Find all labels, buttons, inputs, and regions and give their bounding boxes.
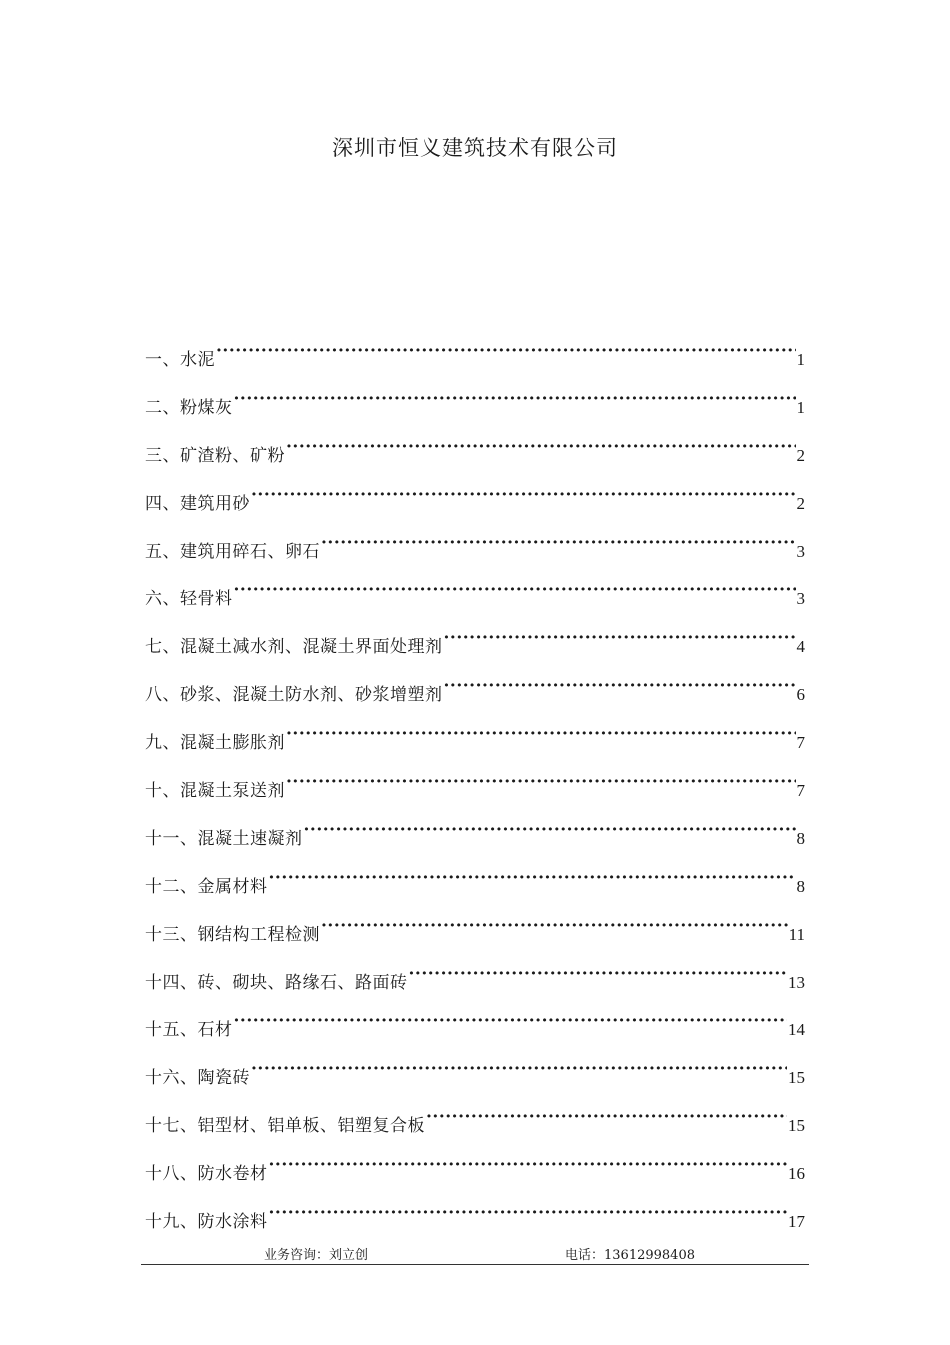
toc-entry[interactable] [145, 1151, 805, 1199]
toc-entry[interactable] [145, 1103, 805, 1151]
footer-contact: 业务咨询：刘立创 [264, 1248, 369, 1263]
toc-entry-label: 十、混凝土泵送剂 [145, 781, 285, 802]
toc-entry-label: 七、混凝土减水剂、混凝土界面处理剂 [145, 637, 443, 658]
toc-dot-leader [426, 1103, 787, 1131]
toc-dot-leader [251, 481, 796, 509]
toc-entry[interactable] [145, 816, 805, 864]
toc-entry-page: 2 [796, 445, 805, 465]
toc-entry-label: 十七、铝型材、铝单板、铝塑复合板 [145, 1116, 425, 1137]
toc-entry-page: 15 [788, 1068, 805, 1088]
toc-entry-label: 三、矿渣粉、矿粉 [145, 445, 285, 466]
toc-dot-leader [286, 768, 796, 796]
toc-entry[interactable] [145, 337, 805, 385]
toc-entry[interactable] [145, 576, 805, 624]
toc-entry-label: 一、水泥 [145, 350, 215, 370]
toc-dot-leader [304, 816, 796, 844]
toc-entry-page: 2 [796, 493, 805, 513]
toc-entry-page: 15 [788, 1116, 805, 1136]
toc-dot-leader [286, 433, 796, 461]
toc-entry[interactable] [145, 385, 805, 433]
toc-entry[interactable] [145, 720, 805, 768]
toc-entry[interactable] [145, 768, 805, 816]
toc-entry-page: 11 [788, 924, 805, 944]
toc-entry-page: 16 [788, 1164, 805, 1184]
toc-entry-page: 4 [796, 637, 805, 657]
toc-entry-label: 十四、砖、砌块、路缘石、路面砖 [145, 972, 408, 993]
page-footer [141, 1242, 809, 1265]
toc-entry-page: 6 [796, 685, 805, 705]
toc-dot-leader [234, 1007, 788, 1035]
toc-entry-page: 8 [796, 828, 805, 848]
toc-entry[interactable] [145, 672, 805, 720]
toc-entry-label: 十二、金属材料 [145, 876, 268, 897]
toc-entry-page: 7 [796, 733, 805, 753]
page-title: 深圳市恒义建筑技术有限公司 [332, 136, 618, 160]
toc-dot-leader [444, 672, 796, 700]
toc-dot-leader [444, 624, 796, 652]
toc-dot-leader [286, 720, 796, 748]
toc-dot-leader [269, 1199, 788, 1227]
toc-entry[interactable] [145, 960, 805, 1008]
toc-entry[interactable] [145, 1055, 805, 1103]
toc-entry-label: 四、建筑用砂 [145, 493, 250, 514]
toc-dot-leader [409, 960, 788, 988]
toc-entry-label: 十五、石材 [145, 1020, 233, 1041]
toc-entry-page: 14 [788, 1020, 805, 1040]
toc-entry[interactable] [145, 529, 805, 577]
footer-phone: 电话：13612998408 [565, 1248, 695, 1263]
toc-entry[interactable] [145, 864, 805, 912]
toc-entry-label: 九、混凝土膨胀剂 [145, 733, 285, 754]
toc-entry-page: 3 [796, 589, 805, 609]
toc-entry-label: 十六、陶瓷砖 [145, 1068, 250, 1089]
toc-dot-leader [251, 1055, 787, 1083]
toc-entry-page: 3 [796, 541, 805, 561]
toc-entry-label: 十八、防水卷材 [145, 1164, 268, 1185]
toc-dot-leader [269, 1151, 788, 1179]
toc-entry-page: 1 [796, 397, 805, 417]
toc-entry-page: 8 [796, 876, 805, 896]
toc-dot-leader [216, 337, 796, 365]
toc-entry-label: 二、粉煤灰 [145, 397, 233, 418]
toc-entry-page: 17 [788, 1212, 805, 1232]
toc-dot-leader [321, 912, 788, 940]
toc-dot-leader [234, 576, 796, 604]
toc-dot-leader [234, 385, 796, 413]
toc-entry-label: 八、砂浆、混凝土防水剂、砂浆增塑剂 [145, 685, 443, 706]
toc-entry[interactable] [145, 624, 805, 672]
toc-entry-label: 六、轻骨料 [145, 589, 233, 610]
toc-entry-label: 十九、防水涂料 [145, 1212, 268, 1233]
toc-entry[interactable] [145, 1199, 805, 1247]
toc-entry[interactable] [145, 481, 805, 529]
toc-entry-label: 五、建筑用碎石、卵石 [145, 541, 320, 562]
toc-entry-page: 13 [788, 972, 805, 992]
toc-entry-label: 十三、钢结构工程检测 [145, 924, 320, 945]
toc-entry-page: 7 [796, 781, 805, 801]
toc-entry[interactable] [145, 912, 805, 960]
toc-dot-leader [269, 864, 796, 892]
toc-entry[interactable] [145, 433, 805, 481]
toc-entry[interactable] [145, 1007, 805, 1055]
table-of-contents [145, 337, 805, 1247]
toc-entry-page: 1 [796, 350, 805, 369]
toc-dot-leader [321, 529, 796, 557]
toc-entry-label: 十一、混凝土速凝剂 [145, 828, 303, 849]
